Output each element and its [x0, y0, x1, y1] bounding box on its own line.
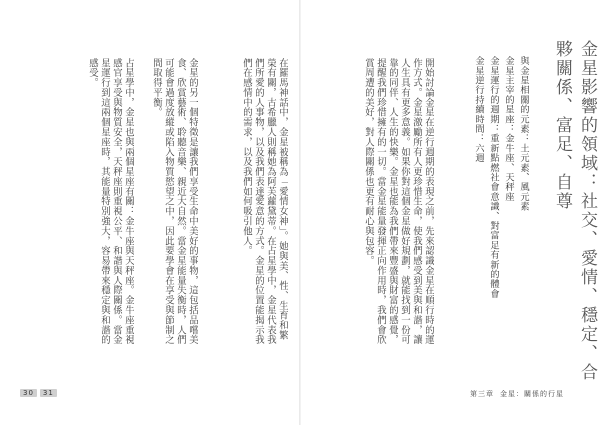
bullet-item: 金星逆行持續時間：六週: [473, 56, 484, 163]
bullet-item: 金星運行的週期：重新點燃社會意識、對富足有新的體會: [488, 56, 499, 299]
bullet-item: 金星主宰的星座：金牛座、天秤座: [503, 56, 514, 202]
page-footer-left: [20, 389, 57, 397]
paragraph: 占星學中，金星也與兩個星座有關：金牛座與天秤座。金牛座重視感官享受與物質安全，天秤座則重視公平、和諧與人際關係。當金星運行到這兩個星座時，其能量特別強大，容易帶來穩定與和諧的感受。: [87, 58, 134, 345]
chapter-label: 第三章: [470, 390, 494, 398]
page-number: 31: [40, 389, 57, 397]
bullet-item: 與金星相關的元素：土元素、風元素: [518, 56, 529, 212]
paragraph: 在羅馬神話中，金星被稱為「愛情女神」。她與美、性、生育和繁榮有關，古希臘人則稱她為阿芙蘿黛蒂。在占星學中，金星代表我們所愛的人事物，以及我們表達愛意的方式。金星的位置能揭示我們在感情中的需求，以及我們如何吸引他人。: [241, 58, 288, 345]
bullet-list: [440, 56, 530, 356]
page-footer-right: [470, 389, 564, 399]
section-title: 金星影響的領域：社交、愛情、穩定、合夥關係、富足、自尊: [552, 40, 597, 382]
paragraph: 金星的另一個特徵是讓我們享受生命中美好的事物，這包括品嚐美食、欣賞藝術、聆聽音樂、親近大自然。當金星能量失衡時，人們可能會過度放縱或陷入物質慾望之中，因此要學會在享受與節制之間取得平衡。: [151, 58, 198, 345]
page-gutter: [299, 0, 301, 425]
page-number: 30: [20, 389, 37, 397]
chapter-title: 金星：關係的行星: [500, 390, 564, 398]
paragraph: 開始討論金星在逆行週期的表現之前，先來認識金星在順行時的運作方式。金星激勵所有人更珍惜生命，使我們感受到美與和諧，讓人生具有更多意義。如果你對這個金星做好規劃，就能找到一份可靠的同伴、人生的快樂。金星也能為我們帶來豐盛與財富的感覺，提醒我們珍惜擁有的一切。當金星能量發揮正向作用時，我們會欣賞周遭的美好，對人際關係也更有耐心與包容。: [363, 58, 434, 345]
